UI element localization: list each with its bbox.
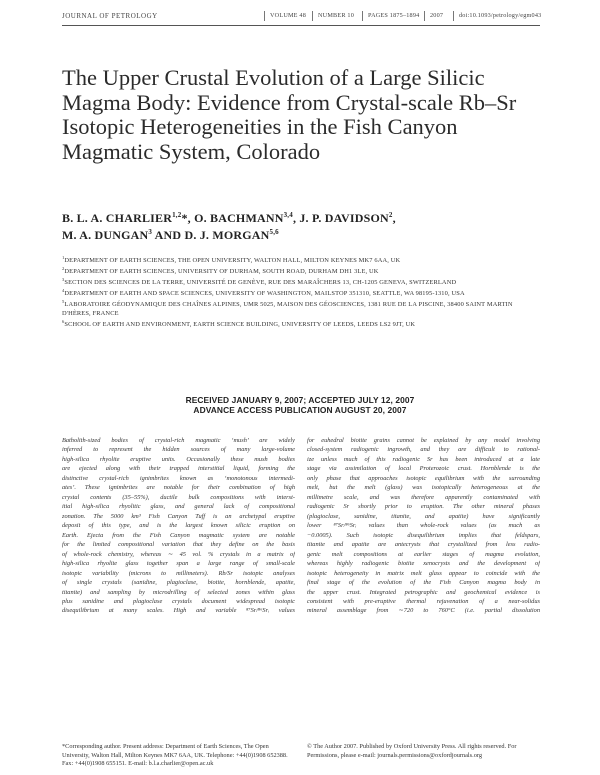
abstract-line: plus sanidine and plagioclase crystals document widespread isotopic xyxy=(62,597,295,605)
issue-number: NUMBER 10 xyxy=(318,12,355,19)
volume: VOLUME 48 xyxy=(270,12,307,19)
abstract-line: high-silica rhyolite eruptive units. Occasionally these mush bodies xyxy=(62,455,295,463)
abstract-line: disequilibrium at many scales. High and variable ⁸⁷Sr/⁸⁶Srᵢ values xyxy=(62,607,295,615)
abstract-line: consistent with pre-eruptive thermal rejuvenation of a near-solidus xyxy=(307,597,540,605)
abstract-line: genic melt compositions at earlier stages of magma evolution, xyxy=(307,550,540,558)
abstract-line: radiogenic Sr shortly prior to eruption. The other mineral phases xyxy=(307,503,540,511)
abstract-line: zonation. The 5000 km³ Fish Canyon Tuff is an archetypal eruptive xyxy=(62,512,295,520)
article-title: The Upper Crustal Evolution of a Large Silicic Magma Body: Evidence from Crystal-scale Rb–Sr Isotopic Heterogeneities in the Fish Canyon Magmatic System, Colorado xyxy=(62,65,517,164)
corresponding-author-footnote: *Corresponding author. Present address: Department of Earth Sciences, The Open University, Walton Hall, Milton Keynes MK7 6AA, UK. Telephone: +44(0)1908 652388. Fax: +44(0)1908 655151. E-mail: b.l.a.charlier@open.ac.uk xyxy=(62,743,288,768)
abstract-line: the upper crust. Integrated petrographic and geochemical evidence is xyxy=(307,588,540,596)
abstract-line: −0.0005). Such isotopic disequilibrium implies that feldspars, xyxy=(307,531,540,539)
received-accepted: RECEIVED JANUARY 9, 2007; ACCEPTED JULY 12, 2007 xyxy=(185,395,415,405)
abstract-line: isotopic heterogeneity in matrix melt glass appear to coincide with the xyxy=(307,569,540,577)
abstract-line: titanite and apatite are antecrysts that crystallized from less radio- xyxy=(307,541,540,549)
abstract-column-left xyxy=(62,436,295,616)
abstract-line: whereas highly radiogenic biotite xenocrysts and the development of xyxy=(307,560,540,568)
abstract-line: mineral assemblage from ∼720 to 760°C (i.e. partial dissolution xyxy=(307,607,540,615)
year: 2007 xyxy=(430,12,444,19)
header-divider xyxy=(264,11,265,21)
abstract-line: ize unless much of this radiogenic Sr has been introduced at a late xyxy=(307,455,540,463)
abstract-line: final stage of the evolution of the Fish Canyon magma body in xyxy=(307,579,540,587)
abstract-line: itial high-silica rhyolitic glass, and general lack of compositional xyxy=(62,503,295,511)
header-divider xyxy=(312,11,313,21)
abstract-line: millimetre scale, and was therefore apparently contaminated with xyxy=(307,493,540,501)
abstract-line: Batholith-sized bodies of crystal-rich magmatic ‘mush’ are widely xyxy=(62,437,295,444)
abstract-line: stage via assimilation of local Proterozoic crust. Hornblende is the xyxy=(307,465,540,473)
affiliations xyxy=(62,256,538,331)
abstract-line: distinctive crystal-rich ignimbrites known as ‘monotonous intermedi- xyxy=(62,474,295,482)
abstract-line: inferred to represent the hidden sources of many large-volume xyxy=(62,446,295,454)
abstract-line: only phase that approaches isotopic equilibrium with the surrounding xyxy=(307,474,540,482)
publication-dates xyxy=(62,395,538,415)
abstract-line: melt, but the melt (glass) was isotopically heterogeneous at the xyxy=(307,484,540,492)
abstract-line: of whole-rock chemistry, whereas ∼ 45 vol. % crystals in a matrix of xyxy=(62,550,295,558)
abstract-line: ates’. These ignimbrites are notable for their combination of high xyxy=(62,484,295,492)
doi: doi:10.1093/petrology/egm043 xyxy=(459,12,542,19)
affiliation: $^6$SCHOOL OF EARTH AND ENVIRONMENT, EARTH SCIENCE BUILDING, UNIVERSITY OF LEEDS, LEEDS LS2 9JT, UK xyxy=(62,318,416,328)
advance-access: ADVANCE ACCESS PUBLICATION AUGUST 20, 2007 xyxy=(193,405,407,415)
journal-name: JOURNAL OF PETROLOGY xyxy=(62,12,158,20)
header-divider xyxy=(453,11,454,21)
affiliation: $^4$DEPARTMENT OF EARTH AND SPACE SCIENCES, UNIVERSITY OF WASHINGTON, MAILSTOP 351310, SEATTLE, WA 98195-1310, USA xyxy=(62,287,465,297)
abstract-column-right xyxy=(307,436,540,616)
header-divider xyxy=(424,11,425,21)
abstract-line: isotopic variability (microns to millimeters). Rb/Sr isotopic analyses xyxy=(62,569,295,577)
abstract-line: are ejected along with their trapped interstitial liquid, forming the xyxy=(62,465,295,473)
author: M. A. DUNGAN$^3$ AND xyxy=(62,228,185,242)
author: J. P. DAVIDSON$^2$, xyxy=(299,211,396,225)
abstract-line: crystal contents (35–55%), ductile bulk compositions with interst- xyxy=(62,493,295,501)
affiliation: $^5$LABORATOIRE GÉODYNAMIQUE DES CHAÎNES ALPINES, UMR 5025, MAISON DES GÉOSCIENCES, 1381 RUE DE LA PISCINE, 38400 SAINT MARTIN D'HÈRES, FRANCE xyxy=(62,298,513,318)
abstract-line: titanite) and sampling by microdrilling of selected zones within glass xyxy=(62,588,295,596)
affiliation: $^3$SECTION DES SCIENCES DE LA TERRE, UNIVERSITÉ DE GENÈVE, RUE DES MARAÎCHERS 13, CH-1205 GENEVA, SWITZERLAND xyxy=(62,276,457,286)
header-rule xyxy=(62,25,540,26)
abstract-line: deposit of this type, and is the largest known silicic eruption on xyxy=(62,522,295,530)
abstract-line: high-silica rhyolite glass together span a large range of small-scale xyxy=(62,560,295,568)
header-divider xyxy=(362,11,363,21)
author: B. L. A. CHARLIER$^{1,2}$*, xyxy=(62,211,195,225)
author-list xyxy=(62,210,538,244)
affiliation: $^1$DEPARTMENT OF EARTH SCIENCES, THE OPEN UNIVERSITY, WALTON HALL, MILTON KEYNES MK7 6AA, UK xyxy=(62,255,401,264)
abstract-line: for the limited compositional variation that they define on the basis xyxy=(62,541,295,549)
abstract-line: for euhedral biotite grains cannot be explained by any model involving xyxy=(307,437,540,444)
page-range: PAGES 1875–1894 xyxy=(368,12,420,19)
affiliation: $^2$DEPARTMENT OF EARTH SCIENCES, UNIVERSITY OF DURHAM, SOUTH ROAD, DURHAM DH1 3LE, UK xyxy=(62,265,379,275)
abstract-line: (plagioclase, sanidine, titanite, and apatite) have significantly xyxy=(307,512,540,520)
author: O. BACHMANN$^{3,4}$, xyxy=(194,211,300,225)
abstract-line: lower ⁸⁷Sr/⁸⁶Srᵢ values than whole-rock values (as much as xyxy=(307,522,540,530)
author: D. J. MORGAN$^{5,6}$ xyxy=(184,228,279,242)
abstract-line: Earth. Ejecta from the Fish Canyon magmatic system are notable xyxy=(62,531,295,539)
abstract-line: of single crystals (sanidine, plagioclase, biotite, hornblende, apatite, xyxy=(62,579,295,587)
abstract-line: closed-system radiogenic ingrowth, and they are difficult to rational- xyxy=(307,446,540,454)
copyright-notice: © The Author 2007. Published by Oxford University Press. All rights reserved. For Permissions, please e-mail: journals.permissions@oxfordjournals.org xyxy=(307,743,517,759)
